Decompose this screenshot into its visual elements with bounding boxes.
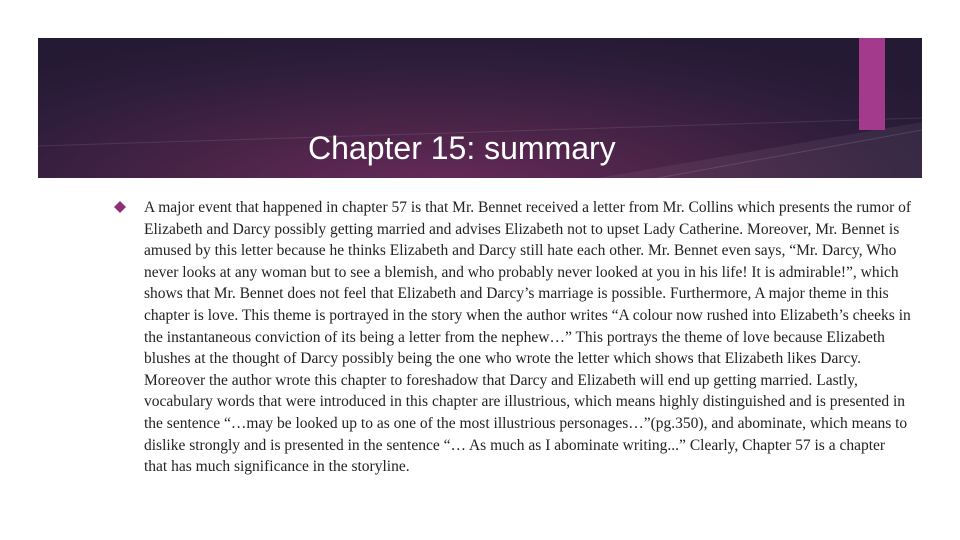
slide-title: Chapter 15: summary — [308, 130, 616, 166]
slide-content — [115, 197, 915, 478]
accent-bar — [859, 38, 885, 130]
diamond-bullet-icon — [114, 201, 126, 213]
title-header-band — [38, 38, 922, 178]
bullet-item — [115, 197, 915, 478]
bullet-text: A major event that happened in chapter 57 is that Mr. Bennet received a letter from Mr. Collins which presents the rumor of Elizabeth and Darcy possibly getting married and advises Elizabeth not to upset Lady Catherine. Moreover, Mr. Bennet is amused by this letter because he thinks Elizabeth and Darcy still hate each other. Mr. Bennet even says, “Mr. Darcy, Who never looks at any woman but to see a blemish, and who probably never looked at you in his life! It is admirable!”, which shows that Mr. Bennet does not feel that Elizabeth and Darcy’s marriage is possible. Furthermore, A major theme in this chapter is love. This theme is portrayed in the story when the author writes “A colour now rushed into Elizabeth’s cheeks in the instantaneous conviction of its being a letter from the nephew…” This portrays the theme of love because Elizabeth blushes at the thought of Darcy possibly being the one who wrote the letter which shows that Elizabeth likes Darcy. Moreover the author wrote this chapter to foreshadow that Darcy and Elizabeth will end up getting married. Lastly, vocabulary words that were introduced in this chapter are illustrious, which means highly distinguished and is presented in the sentence “…may be looked up to as one of the most illustrious personages…”(pg.350), and abominate, which means to dislike strongly and is presented in the sentence “… As much as I abominate writing...” Clearly, Chapter 57 is a chapter that has much significance in the storyline. — [144, 199, 912, 476]
